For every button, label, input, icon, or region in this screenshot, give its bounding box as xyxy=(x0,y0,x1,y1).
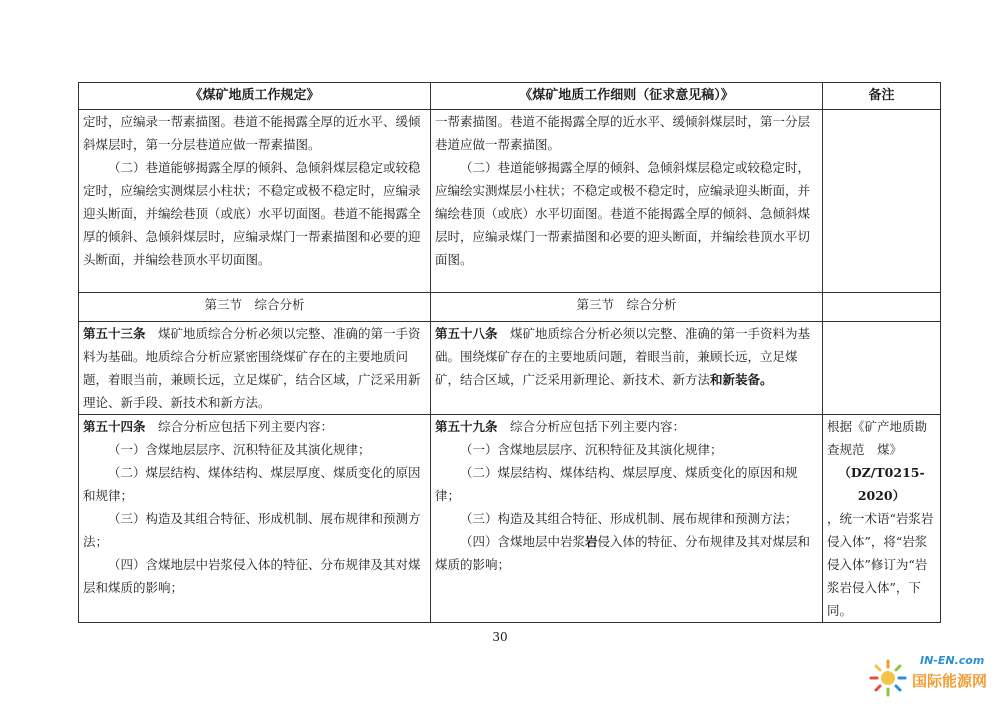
list-item-added-char: 岩 xyxy=(585,534,598,549)
section-row xyxy=(79,293,941,322)
article-text: 综合分析应包括下列主要内容： xyxy=(497,419,686,434)
list-item: （二）煤层结构、煤体结构、煤层厚度、煤质变化的原因和规律； xyxy=(435,465,798,503)
comparison-table xyxy=(78,82,941,623)
cell-note xyxy=(823,415,941,623)
watermark-en: IN-EN.com xyxy=(920,654,985,667)
paragraph: 定时，应编录一帮素描图。巷道不能揭露全厚的近水平、缓倾斜煤层时，第一分层巷道应做一帮素描图。 xyxy=(83,114,421,152)
article-label: 第五十四条 xyxy=(83,419,146,434)
cell-right xyxy=(431,322,823,415)
cell-note-empty xyxy=(823,322,941,415)
page-number: 30 xyxy=(492,630,508,644)
paragraph: （二）巷道能够揭露全厚的倾斜、急倾斜煤层稳定或较稳定时，应编绘实测煤层小柱状；不稳定或极不稳定时，应编录迎头断面，并编绘巷顶（或底）水平切面图。巷道不能揭露全厚的倾斜、急倾斜煤层时，应编录煤门一帮素描图和必要的迎头断面，并编绘巷顶水平切面图。 xyxy=(435,160,811,267)
section-title-left: 第三节 综合分析 xyxy=(79,293,431,322)
list-item: （四）含煤地层中岩浆侵入体的特征、分布规律及其对煤层和煤质的影响； xyxy=(83,557,421,595)
note-standard-code: （DZ/T0215-2020） xyxy=(838,465,925,503)
header-remarks: 备注 xyxy=(823,83,941,110)
list-item-text: （四）含煤地层中岩浆 xyxy=(460,534,586,549)
list-item: （一）含煤地层层序、沉积特征及其演化规律； xyxy=(108,442,371,457)
list-item xyxy=(435,530,818,576)
cell-note-empty xyxy=(823,110,941,293)
list-item: （三）构造及其组合特征、形成机制、展布规律和预测方法； xyxy=(83,511,421,549)
header-rules-draft: 《煤矿地质工作细则（征求意见稿）》 xyxy=(431,83,823,110)
list-item: （二）煤层结构、煤体结构、煤层厚度、煤质变化的原因和规律； xyxy=(83,465,421,503)
article-label: 第五十八条 xyxy=(435,326,498,341)
table-row xyxy=(79,110,941,293)
paragraph: （二）巷道能够揭露全厚的倾斜、急倾斜煤层稳定或较稳定时，应编绘实测煤层小柱状；不稳定或极不稳定时，应编录迎头断面，并编绘巷顶（或底）水平切面图。巷道不能揭露全厚的倾斜、急倾斜煤层时，应编录煤门一帮素描图和必要的迎头断面，并编绘巷顶水平切面图。 xyxy=(83,160,421,267)
article-label: 第五十九条 xyxy=(435,419,498,434)
article-label: 第五十三条 xyxy=(83,326,146,341)
list-item-text: 侵入体的特征、分布规律及其对煤层和煤质的影响； xyxy=(435,534,811,572)
table-header-row xyxy=(79,83,941,110)
cell-right xyxy=(431,110,823,293)
list-item: （一）含煤地层层序、沉积特征及其演化规律； xyxy=(460,442,723,457)
article-added-text: 和新装备。 xyxy=(710,372,773,387)
paragraph: 一帮素描图。巷道不能揭露全厚的近水平、缓倾斜煤层时，第一分层巷道应做一帮素描图。 xyxy=(435,114,811,152)
watermark-logo xyxy=(868,652,994,702)
list-item: （三）构造及其组合特征、形成机制、展布规律和预测方法； xyxy=(460,511,798,526)
cell-left xyxy=(79,322,431,415)
sun-icon xyxy=(868,658,908,698)
cell-note-empty xyxy=(823,293,941,322)
cell-left xyxy=(79,415,431,623)
table-row xyxy=(79,322,941,415)
article-text: 综合分析应包括下列主要内容： xyxy=(145,419,334,434)
section-title-right: 第三节 综合分析 xyxy=(431,293,823,322)
note-text: 根据《矿产地质勘查规范 煤》 xyxy=(827,419,928,457)
watermark-cn: 国际能源网 xyxy=(912,672,988,690)
article-text: 煤矿地质综合分析必须以完整、准确的第一手资料为基础。地质综合分析应紧密围绕煤矿存在的主要地质问题，着眼当前，兼顾长远，立足煤矿，结合区域，广泛采用新理论、新手段、新技术和新方法。 xyxy=(83,326,421,410)
table-row xyxy=(79,415,941,623)
cell-left xyxy=(79,110,431,293)
article-text: 煤矿地质综合分析必须以完整、准确的第一手资料为基础。围绕煤矿存在的主要地质问题，着眼当前，兼顾长远，立足煤矿，结合区域，广泛采用新理论、新技术、新方法 xyxy=(435,326,811,387)
note-text: ，统一术语“岩浆岩侵入体”，将“岩浆侵入体”修订为“岩浆岩侵入体”，下同。 xyxy=(827,511,934,618)
header-regulation: 《煤矿地质工作规定》 xyxy=(79,83,431,110)
cell-right xyxy=(431,415,823,623)
